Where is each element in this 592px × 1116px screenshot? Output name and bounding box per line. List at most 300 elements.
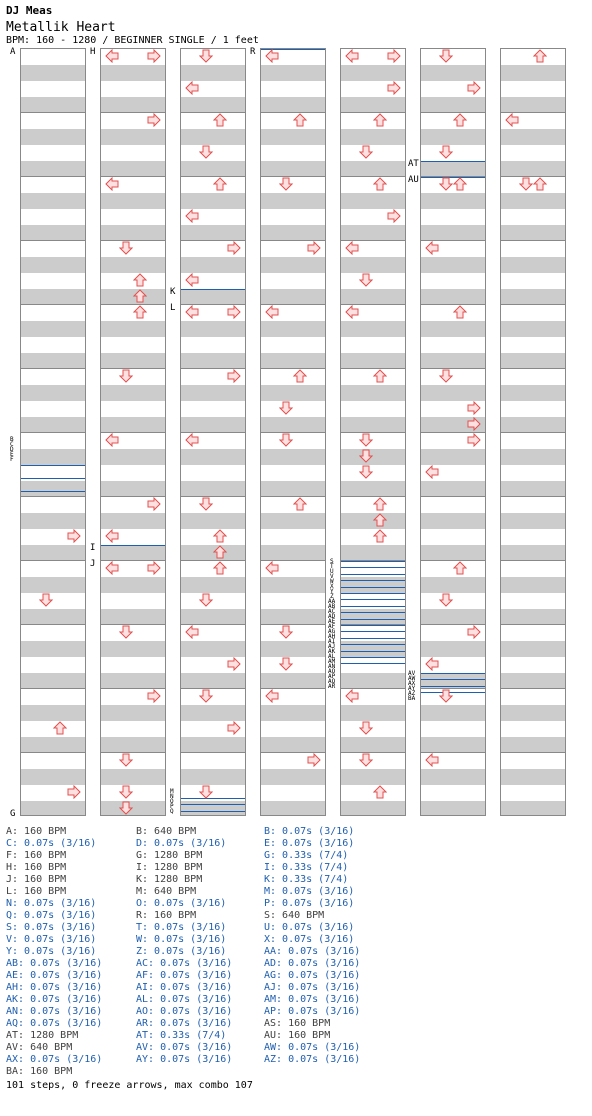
chart-column (260, 48, 326, 816)
row-band (21, 225, 85, 241)
stop-marker-label: AB (328, 603, 336, 610)
arrow-down-icon (359, 273, 373, 287)
chart-column (180, 48, 246, 816)
row-band (181, 737, 245, 753)
measure-line (21, 688, 85, 689)
arrow-down-icon (279, 401, 293, 415)
row-band (21, 417, 85, 433)
measure-line (261, 432, 325, 433)
row-band (261, 449, 325, 465)
row-band (341, 449, 405, 465)
row-band (101, 705, 165, 721)
stop-marker-label: U (330, 568, 334, 575)
arrow-down-icon (119, 801, 133, 815)
row-band (501, 97, 565, 113)
arrow-right-icon (467, 401, 481, 415)
measure-line (21, 240, 85, 241)
measure-line (341, 752, 405, 753)
measure-line (181, 752, 245, 753)
row-band (261, 161, 325, 177)
row-band (261, 769, 325, 785)
row-band (421, 289, 485, 305)
stop-line (21, 465, 85, 466)
row-band (21, 609, 85, 625)
stop-line (341, 580, 405, 581)
stop-marker-label: I (90, 543, 96, 553)
row-band (21, 161, 85, 177)
row-band (181, 609, 245, 625)
row-band (21, 193, 85, 209)
stop-marker-label: E (10, 451, 14, 458)
stop-line (421, 161, 485, 162)
row-band (421, 321, 485, 337)
arrow-left-icon (265, 561, 279, 575)
arrow-down-icon (359, 145, 373, 159)
row-band (181, 161, 245, 177)
row-band (181, 193, 245, 209)
row-band (21, 513, 85, 529)
arrow-left-icon (345, 241, 359, 255)
arrow-up-icon (533, 177, 547, 191)
stop-line (181, 804, 245, 805)
row-band (501, 417, 565, 433)
row-band (341, 769, 405, 785)
row-band (21, 481, 85, 497)
row-band (341, 257, 405, 273)
row-band (261, 609, 325, 625)
legend-entry: AW: 0.07s (3/16) (264, 1042, 361, 1053)
row-band (341, 129, 405, 145)
row-band (101, 481, 165, 497)
stop-marker-label: AF (328, 623, 336, 630)
row-band (101, 161, 165, 177)
legend-entry: P: 0.07s (3/16) (264, 898, 355, 909)
legend-entry: AP: 0.07s (3/16) (264, 1006, 361, 1017)
arrow-up-icon (453, 305, 467, 319)
row-band (101, 353, 165, 369)
legend-entry: R: 160 BPM (136, 910, 197, 921)
row-band (181, 385, 245, 401)
arrow-down-icon (439, 145, 453, 159)
row-band (421, 737, 485, 753)
arrow-up-icon (293, 369, 307, 383)
arrow-down-icon (39, 593, 53, 607)
legend-entry: AJ: 0.07s (3/16) (264, 982, 361, 993)
row-band (181, 97, 245, 113)
row-band (101, 257, 165, 273)
stop-marker-label: O (170, 798, 174, 805)
arrow-right-icon (467, 417, 481, 431)
legend-entry: AD: 0.07s (3/16) (264, 958, 361, 969)
arrow-up-icon (133, 305, 147, 319)
stop-marker-label: AL (328, 653, 336, 660)
arrow-right-icon (227, 657, 241, 671)
legend-entry: X: 0.07s (3/16) (264, 934, 355, 945)
stop-marker-label: AN (328, 663, 336, 670)
legend-entry: Z: 0.07s (3/16) (136, 946, 227, 957)
arrow-right-icon (147, 561, 161, 575)
row-band (101, 417, 165, 433)
row-band (421, 513, 485, 529)
arrow-down-icon (519, 177, 533, 191)
stop-marker-label: AW (408, 675, 416, 682)
arrow-left-icon (265, 689, 279, 703)
arrow-up-icon (133, 273, 147, 287)
stop-marker-label: AI (328, 638, 336, 645)
row-band (101, 769, 165, 785)
arrow-down-icon (199, 497, 213, 511)
row-band (341, 545, 405, 561)
stop-line (341, 574, 405, 575)
legend-entry: U: 0.07s (3/16) (264, 922, 355, 933)
measure-line (21, 176, 85, 177)
arrow-right-icon (467, 625, 481, 639)
legend-entry: G: 0.33s (7/4) (264, 850, 349, 861)
row-band (341, 481, 405, 497)
arrow-right-icon (67, 529, 81, 543)
stop-line (421, 679, 485, 680)
arrow-down-icon (199, 593, 213, 607)
row-band (421, 385, 485, 401)
stop-line (341, 663, 405, 664)
row-band (261, 353, 325, 369)
stop-marker-label: X (330, 583, 334, 590)
arrow-up-icon (373, 113, 387, 127)
row-band (501, 257, 565, 273)
row-band (341, 65, 405, 81)
stop-line (421, 673, 485, 674)
legend-entry: B: 640 BPM (136, 826, 197, 837)
legend-entry: AX: 0.07s (3/16) (6, 1054, 103, 1065)
row-band (421, 65, 485, 81)
stop-marker-label: W (330, 578, 334, 585)
legend-entry: Q: 0.07s (3/16) (6, 910, 97, 921)
arrow-up-icon (293, 497, 307, 511)
row-band (261, 481, 325, 497)
row-band (101, 385, 165, 401)
row-band (261, 577, 325, 593)
legend-entry: H: 160 BPM (6, 862, 67, 873)
measure-line (261, 176, 325, 177)
row-band (341, 705, 405, 721)
stop-marker-label: B (10, 436, 14, 443)
row-band (421, 97, 485, 113)
row-band (181, 257, 245, 273)
row-band (181, 769, 245, 785)
arrow-down-icon (279, 177, 293, 191)
legend-entry: S: 640 BPM (264, 910, 325, 921)
row-band (501, 673, 565, 689)
row-band (501, 577, 565, 593)
row-band (21, 801, 85, 816)
stop-marker-label: AA (328, 598, 336, 605)
legend-entry: I: 1280 BPM (136, 862, 203, 873)
legend-entry: E: 0.07s (3/16) (264, 838, 355, 849)
legend-entry: AI: 0.07s (3/16) (136, 982, 233, 993)
row-band (341, 97, 405, 113)
row-band (181, 417, 245, 433)
row-band (101, 225, 165, 241)
stop-marker-label: D (10, 446, 14, 453)
measure-line (101, 368, 165, 369)
row-band (21, 769, 85, 785)
arrow-right-icon (227, 241, 241, 255)
legend-entry: S: 0.07s (3/16) (6, 922, 97, 933)
row-band (21, 129, 85, 145)
arrow-down-icon (119, 625, 133, 639)
stop-line (421, 692, 485, 693)
arrow-up-icon (453, 561, 467, 575)
stop-line (341, 606, 405, 607)
measure-line (421, 688, 485, 689)
stop-marker-label: AG (328, 628, 336, 635)
arrow-up-icon (213, 545, 227, 559)
legend-entry: AV: 0.07s (3/16) (136, 1042, 233, 1053)
arrow-right-icon (147, 113, 161, 127)
row-band (421, 225, 485, 241)
arrow-left-icon (105, 561, 119, 575)
row-band (21, 545, 85, 561)
stop-line (21, 491, 85, 492)
row-band (421, 353, 485, 369)
measure-line (501, 240, 565, 241)
arrow-down-icon (279, 657, 293, 671)
row-band (101, 577, 165, 593)
legend-entry: K: 0.33s (7/4) (264, 874, 349, 885)
stop-marker-label: G (10, 809, 16, 819)
legend-entry: O: 0.07s (3/16) (136, 898, 227, 909)
legend-entry: AN: 0.07s (3/16) (6, 1006, 103, 1017)
stop-marker-label: AV (408, 670, 416, 677)
row-band (501, 737, 565, 753)
row-band (341, 289, 405, 305)
measure-line (421, 368, 485, 369)
row-band (181, 65, 245, 81)
stop-line (341, 644, 405, 645)
chart-info: BPM: 160 - 1280 / BEGINNER SINGLE / 1 feet (6, 35, 259, 46)
stop-marker-label: F (10, 456, 14, 463)
row-band (501, 353, 565, 369)
row-band (101, 545, 165, 561)
arrow-down-icon (119, 785, 133, 799)
row-band (181, 321, 245, 337)
measure-line (21, 560, 85, 561)
legend-entry: C: 0.07s (3/16) (6, 838, 97, 849)
stop-line (341, 593, 405, 594)
row-band (101, 97, 165, 113)
arrow-right-icon (147, 49, 161, 63)
stop-line (341, 638, 405, 639)
row-band (341, 161, 405, 177)
row-band (21, 289, 85, 305)
arrow-up-icon (213, 177, 227, 191)
legend-entry: G: 1280 BPM (136, 850, 203, 861)
stop-marker-label: AU (408, 175, 419, 185)
arrow-left-icon (105, 433, 119, 447)
legend-entry: AV: 640 BPM (6, 1042, 73, 1053)
stop-marker-label: N (170, 793, 174, 800)
row-band (501, 289, 565, 305)
legend-entry: AT: 0.33s (7/4) (136, 1030, 227, 1041)
stop-line (341, 619, 405, 620)
stop-marker-label: T (330, 563, 334, 570)
legend-entry: AT: 1280 BPM (6, 1030, 79, 1041)
row-band (341, 417, 405, 433)
stop-line (181, 811, 245, 812)
measure-line (181, 496, 245, 497)
row-band (101, 641, 165, 657)
stop-marker-label: K (170, 287, 176, 297)
arrow-down-icon (119, 241, 133, 255)
arrow-down-icon (199, 689, 213, 703)
row-band (181, 513, 245, 529)
stop-marker-label: BA (408, 695, 416, 702)
measure-line (501, 560, 565, 561)
row-band (261, 513, 325, 529)
measure-line (501, 624, 565, 625)
row-band (421, 161, 485, 177)
row-band (261, 129, 325, 145)
row-band (21, 257, 85, 273)
arrow-right-icon (387, 81, 401, 95)
stop-line (341, 631, 405, 632)
row-band (261, 65, 325, 81)
arrow-right-icon (227, 721, 241, 735)
legend-entry: AE: 0.07s (3/16) (6, 970, 103, 981)
legend-entry: J: 160 BPM (6, 874, 67, 885)
row-band (421, 129, 485, 145)
legend-entry: T: 0.07s (3/16) (136, 922, 227, 933)
row-band (421, 769, 485, 785)
arrow-left-icon (185, 209, 199, 223)
row-band (21, 449, 85, 465)
row-band (501, 769, 565, 785)
arrow-left-icon (265, 49, 279, 63)
arrow-up-icon (373, 513, 387, 527)
arrow-down-icon (439, 177, 453, 191)
measure-line (501, 752, 565, 753)
row-band (501, 321, 565, 337)
row-band (341, 193, 405, 209)
measure-line (21, 368, 85, 369)
row-band (181, 481, 245, 497)
row-band (21, 641, 85, 657)
row-band (21, 321, 85, 337)
row-band (261, 641, 325, 657)
stop-marker-label: AX (408, 680, 416, 687)
legend-entry: AS: 160 BPM (264, 1018, 331, 1029)
row-band (501, 481, 565, 497)
arrow-left-icon (345, 689, 359, 703)
arrow-up-icon (533, 49, 547, 63)
arrow-up-icon (293, 113, 307, 127)
arrow-down-icon (359, 465, 373, 479)
legend-entry: AB: 0.07s (3/16) (6, 958, 103, 969)
arrow-right-icon (227, 305, 241, 319)
stop-line (341, 567, 405, 568)
stop-marker-label: Y (330, 588, 334, 595)
stop-marker-label: AP (328, 673, 336, 680)
stop-line (341, 599, 405, 600)
arrow-left-icon (105, 49, 119, 63)
measure-line (21, 432, 85, 433)
arrow-up-icon (373, 497, 387, 511)
arrow-down-icon (359, 433, 373, 447)
row-band (421, 257, 485, 273)
row-band (501, 513, 565, 529)
stop-marker-label: AH (328, 633, 336, 640)
stop-marker-label: M (170, 788, 174, 795)
row-band (181, 641, 245, 657)
row-band (261, 321, 325, 337)
stop-marker-label: Q (170, 808, 174, 815)
row-band (101, 65, 165, 81)
row-band (421, 641, 485, 657)
legend-entry: K: 1280 BPM (136, 874, 203, 885)
step-summary: 101 steps, 0 freeze arrows, max combo 107 (6, 1080, 253, 1091)
arrow-up-icon (213, 561, 227, 575)
legend-entry: AC: 0.07s (3/16) (136, 958, 233, 969)
arrow-right-icon (387, 49, 401, 63)
arrow-up-icon (53, 721, 67, 735)
arrow-up-icon (373, 369, 387, 383)
row-band (341, 321, 405, 337)
chart-column (420, 48, 486, 816)
stop-line (101, 545, 165, 546)
legend-entry: AU: 160 BPM (264, 1030, 331, 1041)
stop-marker-label: AD (328, 613, 336, 620)
arrow-left-icon (345, 49, 359, 63)
row-band (21, 577, 85, 593)
legend-entry: M: 640 BPM (136, 886, 197, 897)
legend-entry: V: 0.07s (3/16) (6, 934, 97, 945)
arrow-down-icon (279, 433, 293, 447)
row-band (181, 129, 245, 145)
stop-marker-label: J (90, 559, 96, 569)
row-band (341, 385, 405, 401)
row-band (501, 609, 565, 625)
measure-line (261, 624, 325, 625)
row-band (21, 97, 85, 113)
row-band (501, 385, 565, 401)
legend-entry: AA: 0.07s (3/16) (264, 946, 361, 957)
chart-column (340, 48, 406, 816)
measure-line (421, 496, 485, 497)
arrow-up-icon (213, 113, 227, 127)
legend-entry: AK: 0.07s (3/16) (6, 994, 103, 1005)
legend-entry: AO: 0.07s (3/16) (136, 1006, 233, 1017)
measure-line (21, 624, 85, 625)
stop-marker-label: AJ (328, 643, 336, 650)
stop-marker-label: P (170, 803, 174, 810)
measure-line (501, 496, 565, 497)
arrow-up-icon (213, 529, 227, 543)
arrow-down-icon (279, 625, 293, 639)
stop-marker-label: AT (408, 159, 419, 169)
measure-line (101, 752, 165, 753)
legend-entry: Y: 0.07s (3/16) (6, 946, 97, 957)
row-band (261, 225, 325, 241)
row-band (421, 801, 485, 816)
legend-entry: A: 160 BPM (6, 826, 67, 837)
row-band (181, 289, 245, 305)
stop-marker-label: AY (408, 685, 416, 692)
arrow-down-icon (119, 369, 133, 383)
row-band (261, 705, 325, 721)
arrow-right-icon (147, 497, 161, 511)
stop-marker-label: AK (328, 648, 336, 655)
arrow-right-icon (387, 209, 401, 223)
